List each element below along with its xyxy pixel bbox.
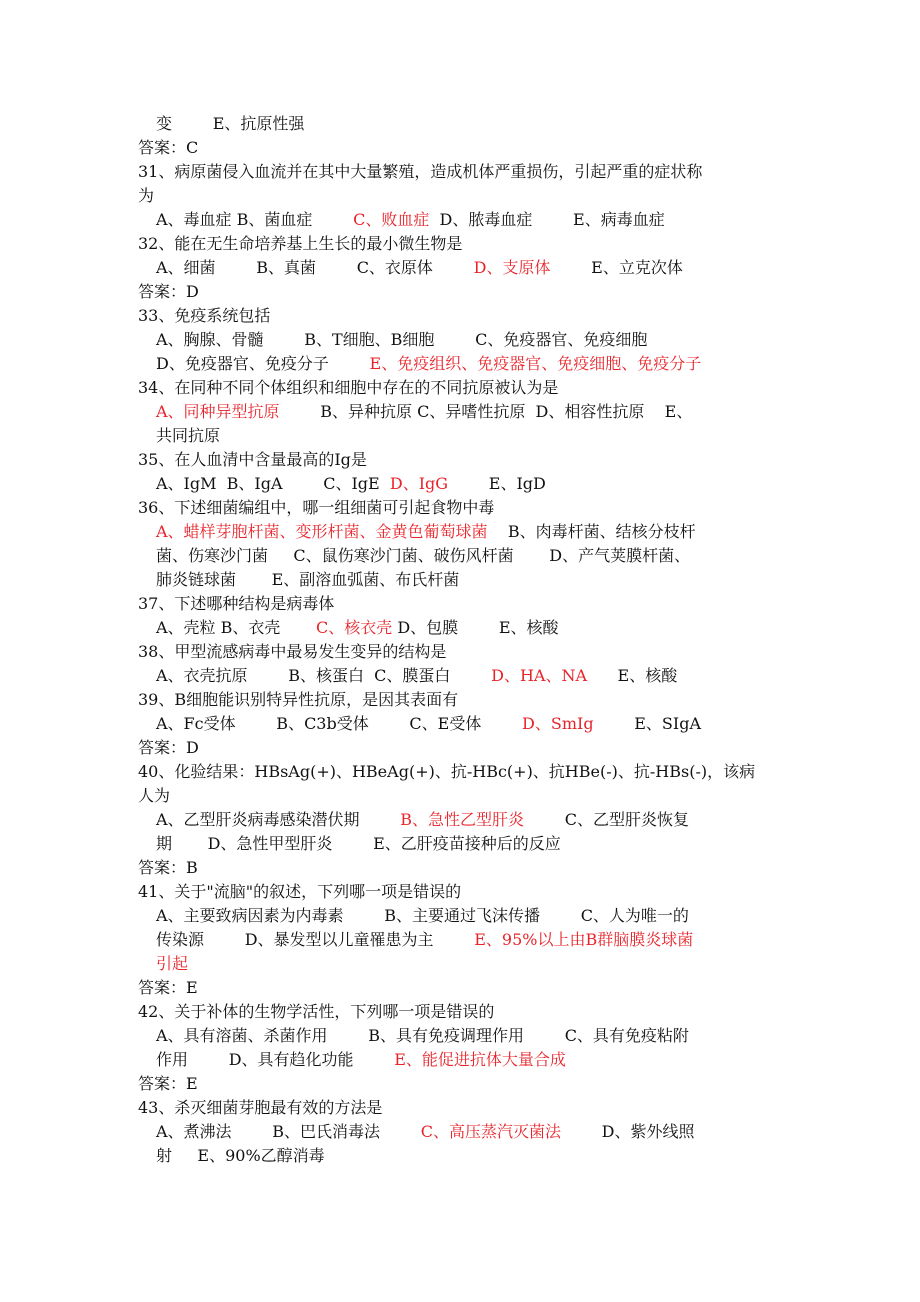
text-line	[156, 1120, 694, 1144]
text-line	[156, 328, 647, 352]
text-segment: 作用 D、具有趋化功能	[156, 1050, 395, 1069]
text-segment: 为	[138, 186, 155, 205]
text-segment: E、立克次体	[550, 258, 683, 277]
text-segment: 31、病原菌侵入血流并在其中大量繁殖，造成机体严重损伤，引起严重的症状称	[138, 162, 703, 181]
text-line	[138, 856, 198, 880]
text-segment: A、具有溶菌、杀菌作用 B、具有免疫调理作用 C、具有免疫粘附	[156, 1026, 689, 1045]
text-segment: 答案：E	[138, 1074, 198, 1093]
text-segment: 答案：B	[138, 858, 198, 877]
text-line	[138, 592, 334, 616]
text-segment: 32、能在无生命培养基上生长的最小微生物是	[138, 234, 463, 253]
text-line	[156, 616, 559, 640]
text-segment: C、乙型肝炎恢复	[524, 810, 689, 829]
text-segment: B、肉毒杆菌、结核分枝杆	[487, 522, 696, 541]
text-line	[138, 880, 461, 904]
text-segment: A、壳粒 B、衣壳	[156, 618, 317, 637]
text-segment: A、IgM B、IgA C、IgE	[156, 474, 390, 493]
text-segment: E、SIgA	[593, 714, 702, 733]
text-line	[138, 1000, 494, 1024]
text-line	[156, 664, 677, 688]
text-segment: 射 E、90%乙醇消毒	[156, 1146, 325, 1165]
text-segment: 肺炎链球菌 E、副溶血弧菌、布氏杆菌	[156, 570, 460, 589]
text-segment: A、Fc受体 B、C3b受体 C、E受体	[156, 714, 523, 733]
text-segment: A、乙型肝炎病毒感染潜伏期	[156, 810, 401, 829]
text-line	[156, 712, 701, 736]
text-segment: 菌、伤寒沙门菌 C、鼠伤寒沙门菌、破伤风杆菌 D、产气荚膜杆菌、	[156, 546, 691, 565]
text-line	[138, 736, 199, 760]
text-segment: E、核酸	[587, 666, 678, 685]
text-line	[138, 640, 446, 664]
answer-highlight: D、HA、NA	[491, 666, 588, 685]
text-line	[138, 784, 170, 808]
text-line	[156, 1048, 566, 1072]
text-segment: 期 D、急性甲型肝炎 E、乙肝疫苗接种后的反应	[156, 834, 561, 853]
text-line	[156, 424, 220, 448]
answer-highlight: E、能促进抗体大量合成	[394, 1050, 566, 1069]
text-segment: A、毒血症 B、菌血症	[156, 210, 354, 229]
answer-highlight: D、SmIg	[522, 714, 594, 733]
text-line	[138, 136, 198, 160]
text-segment: D、脓毒血症 E、病毒血症	[429, 210, 665, 229]
text-line	[138, 448, 367, 472]
text-segment: E、IgD	[448, 474, 546, 493]
answer-highlight: C、核衣壳	[316, 618, 393, 637]
answer-highlight: 引起	[156, 954, 189, 973]
text-line	[156, 1024, 689, 1048]
text-line	[156, 1144, 325, 1168]
text-line	[138, 976, 198, 1000]
text-line	[156, 568, 459, 592]
answer-highlight: C、败血症	[353, 210, 430, 229]
text-line	[138, 232, 462, 256]
text-segment: A、衣壳抗原 B、核蛋白 C、膜蛋白	[156, 666, 492, 685]
text-line	[156, 952, 188, 976]
text-line	[156, 808, 689, 832]
text-segment: 传染源 D、暴发型以儿童罹患为主	[156, 930, 475, 949]
text-segment: A、煮沸法 B、巴氏消毒法	[156, 1122, 421, 1141]
text-line	[156, 352, 701, 376]
text-line	[138, 160, 702, 184]
text-line	[156, 256, 683, 280]
text-segment: A、主要致病因素为内毒素 B、主要通过飞沫传播 C、人为唯一的	[156, 906, 689, 925]
text-line	[156, 520, 696, 544]
text-line	[138, 496, 494, 520]
text-line	[156, 832, 561, 856]
text-segment: 34、在同种不同个体组织和细胞中存在的不同抗原被认为是	[138, 378, 559, 397]
text-segment: D、免疫器官、免疫分子	[156, 354, 370, 373]
answer-highlight: D、支原体	[473, 258, 551, 277]
text-segment: D、紫外线照	[560, 1122, 695, 1141]
text-segment: 39、B细胞能识别特异性抗原，是因其表面有	[138, 690, 459, 709]
text-segment: 共同抗原	[156, 426, 221, 445]
text-line	[156, 400, 692, 424]
answer-highlight: B、急性乙型肝炎	[400, 810, 525, 829]
text-line	[138, 688, 458, 712]
text-segment: 36、下述细菌编组中，哪一组细菌可引起食物中毒	[138, 498, 495, 517]
text-segment: 变 E、抗原性强	[156, 114, 305, 133]
text-line	[138, 304, 270, 328]
text-segment: 40、化验结果：HBsAg(+)、HBeAg(+)、抗-HBc(+)、抗HBe(-)、抗-HBs(-)，该病	[138, 762, 756, 781]
text-segment: 35、在人血清中含量最高的Ig是	[138, 450, 367, 469]
text-segment: 答案：C	[138, 138, 199, 157]
answer-highlight: E、免疫组织、免疫器官、免疫细胞、免疫分子	[369, 354, 702, 373]
text-segment: A、细菌 B、真菌 C、衣原体	[156, 258, 474, 277]
text-segment: 答案：D	[138, 738, 199, 757]
text-line	[138, 1072, 198, 1096]
text-segment: B、异种抗原 C、异嗜性抗原 D、相容性抗原 E、	[279, 402, 693, 421]
text-line	[156, 904, 689, 928]
text-segment: 33、免疫系统包括	[138, 306, 271, 325]
text-line	[156, 472, 546, 496]
answer-highlight: A、同种异型抗原	[156, 402, 280, 421]
answer-highlight: E、95%以上由B群脑膜炎球菌	[474, 930, 694, 949]
text-line	[138, 376, 558, 400]
text-line	[138, 760, 755, 784]
text-segment: 答案：D	[138, 282, 199, 301]
text-line	[138, 184, 154, 208]
text-line	[138, 280, 199, 304]
text-line	[156, 208, 665, 232]
answer-highlight: C、高压蒸汽灭菌法	[420, 1122, 561, 1141]
text-segment: 37、下述哪种结构是病毒体	[138, 594, 335, 613]
text-line	[156, 112, 304, 136]
answer-highlight: A、蜡样芽胞杆菌、变形杆菌、金黄色葡萄球菌	[156, 522, 488, 541]
answer-highlight: D、IgG	[389, 474, 449, 493]
text-segment: 38、甲型流感病毒中最易发生变异的结构是	[138, 642, 447, 661]
text-segment: 43、杀灭细菌芽胞最有效的方法是	[138, 1098, 383, 1117]
text-line	[156, 928, 693, 952]
text-segment: 41、关于"流脑"的叙述，下列哪一项是错误的	[138, 882, 462, 901]
text-line	[138, 1096, 382, 1120]
text-segment: A、胸腺、骨髓 B、T细胞、B细胞 C、免疫器官、免疫细胞	[156, 330, 648, 349]
text-segment: 42、关于补体的生物学活性，下列哪一项是错误的	[138, 1002, 495, 1021]
text-segment: 答案：E	[138, 978, 198, 997]
text-segment: 人为	[138, 786, 171, 805]
text-segment: D、包膜 E、核酸	[392, 618, 559, 637]
text-line	[156, 544, 690, 568]
